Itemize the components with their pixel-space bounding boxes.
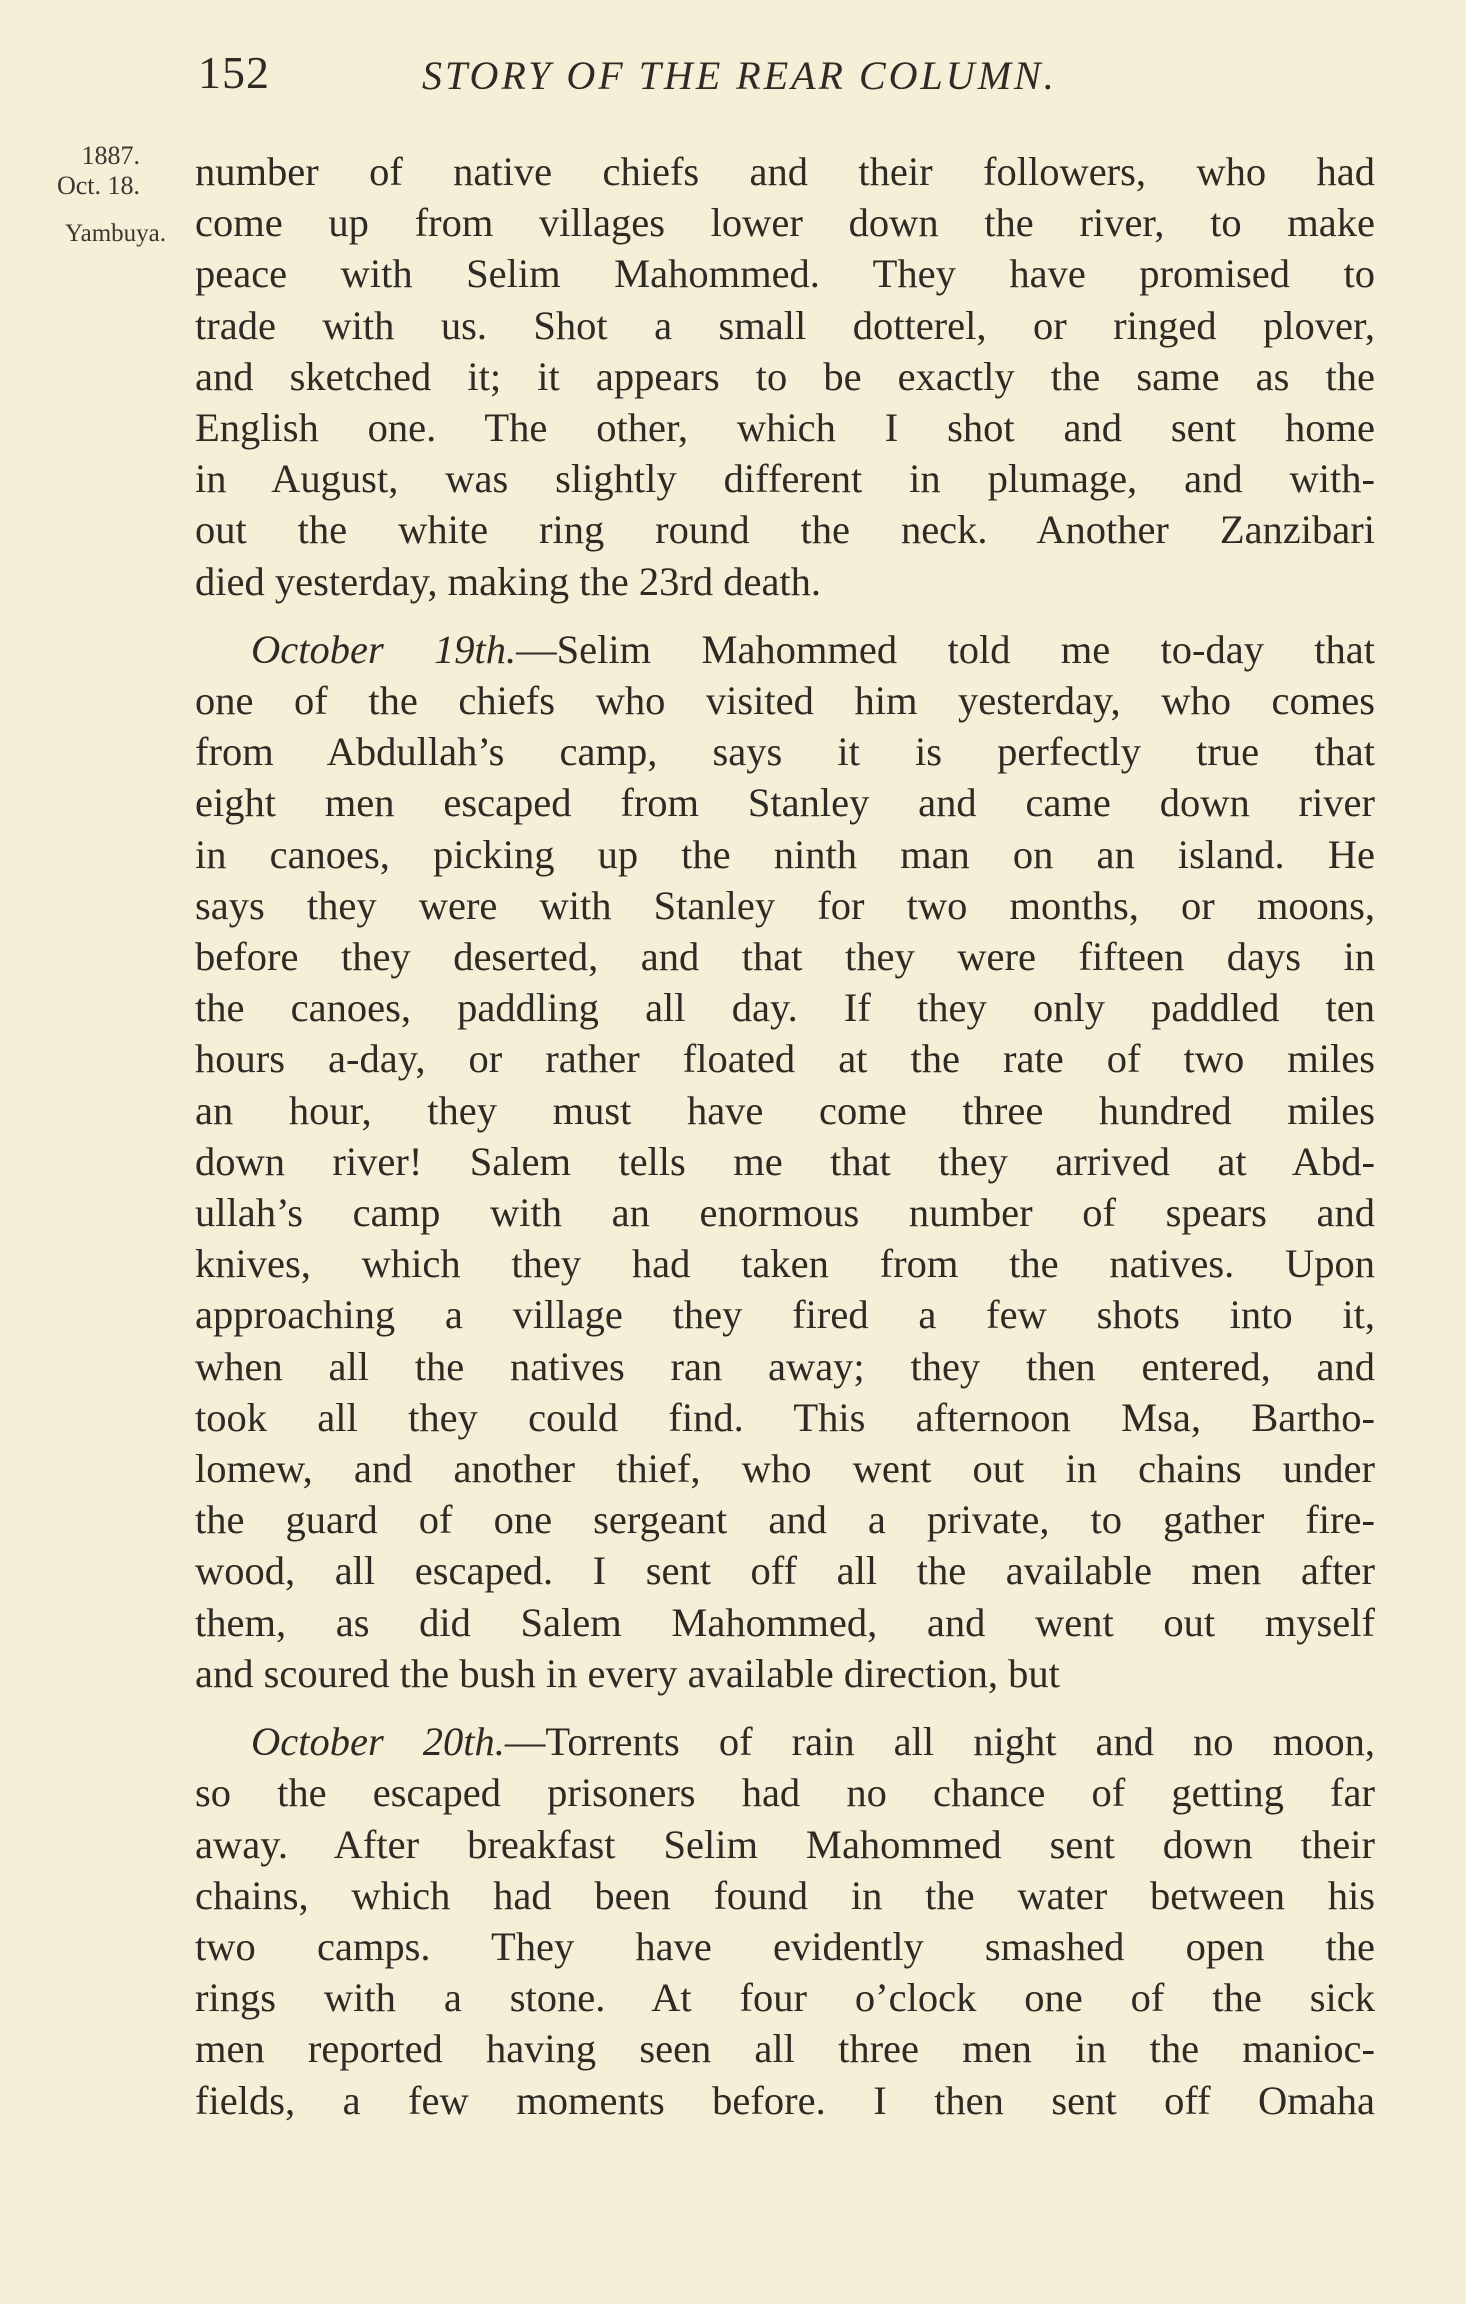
- text-line: so the escaped prisoners had no chance of getting far: [195, 1770, 1375, 1816]
- text-line: wood, all escaped. I sent off all the available men after: [195, 1548, 1375, 1594]
- text-line: knives, which they had taken from the natives. Upon: [195, 1241, 1375, 1287]
- text-line: out the white ring round the neck. Another Zanzibari: [195, 507, 1375, 553]
- text-line: peace with Selim Mahommed. They have promised to: [195, 251, 1375, 297]
- text-line: before they deserted, and that they were fifteen days in: [195, 934, 1375, 980]
- page-number: 152: [198, 47, 270, 98]
- text-line: away. After breakfast Selim Mahommed sent down their: [195, 1821, 1375, 1867]
- margin-date: Oct. 18.: [56, 171, 140, 200]
- text-line: two camps. They have evidently smashed open the: [195, 1923, 1375, 1969]
- text-line-rest: —Torrents of rain all night and no moon,: [504, 1719, 1375, 1765]
- margin-year: 1887.: [81, 141, 140, 170]
- text-line: eight men escaped from Stanley and came down river: [195, 780, 1375, 826]
- text-line: down river! Salem tells me that they arrived at Abd-: [195, 1138, 1375, 1184]
- text-line: them, as did Salem Mahommed, and went out myself: [195, 1599, 1375, 1645]
- text-line: [195, 1716, 1375, 1767]
- text-line: an hour, they must have come three hundred miles: [195, 1087, 1375, 1133]
- entry-date-heading: October 20th.: [251, 1719, 505, 1765]
- text-line: took all they could find. This afternoon Msa, Bartho-: [195, 1394, 1375, 1440]
- text-line: rings with a stone. At four o’clock one of the sick: [195, 1975, 1375, 2021]
- paragraph-oct-19: [195, 624, 1375, 1699]
- running-title: STORY OF THE REAR COLUMN.: [422, 53, 1057, 98]
- text-line: number of native chiefs and their followers, who had: [195, 149, 1375, 194]
- text-line: men reported having seen all three men in the manioc-: [195, 2026, 1375, 2072]
- text-line: [195, 624, 1375, 675]
- text-line: in August, was slightly different in plumage, and with-: [195, 456, 1375, 502]
- paragraph-oct-18: [195, 146, 1375, 607]
- paragraph-oct-20: [195, 1716, 1375, 2126]
- text-line: trade with us. Shot a small dotterel, or ringed plover,: [195, 302, 1375, 348]
- text-line: lomew, and another thief, who went out in chains under: [195, 1446, 1375, 1492]
- entry-date-heading: October 19th.: [251, 626, 517, 672]
- text-line: hours a-day, or rather floated at the rate of two miles: [195, 1036, 1375, 1082]
- text-line: ullah’s camp with an enormous number of spears and: [195, 1190, 1375, 1236]
- text-line: died yesterday, making the 23rd death.: [195, 558, 822, 604]
- text-line: in canoes, picking up the ninth man on an island. He: [195, 831, 1375, 877]
- text-line: says they were with Stanley for two months, or moons,: [195, 882, 1375, 928]
- text-line: approaching a village they fired a few shots into it,: [195, 1292, 1375, 1338]
- text-line: from Abdullah’s camp, says it is perfectly true that: [195, 729, 1375, 775]
- text-line: and scoured the bush in every available direction, but: [195, 1650, 1060, 1696]
- text-line: come up from villages lower down the river, to make: [195, 200, 1375, 246]
- text-line: the guard of one sergeant and a private, to gather fire-: [195, 1497, 1375, 1543]
- text-line: English one. The other, which I shot and sent home: [195, 405, 1375, 451]
- body-text: [195, 146, 1375, 2126]
- text-line: chains, which had been found in the water between his: [195, 1872, 1375, 1918]
- text-line: fields, a few moments before. I then sent off Omaha: [195, 2077, 1375, 2123]
- text-line: one of the chiefs who visited him yesterday, who comes: [195, 678, 1375, 724]
- text-line-rest: —Selim Mahommed told me to-day that: [516, 626, 1376, 672]
- text-line: when all the natives ran away; they then entered, and: [195, 1343, 1375, 1389]
- margin-place: Yambuya.: [65, 220, 166, 247]
- text-line: and sketched it; it appears to be exactly the same as the: [195, 353, 1375, 399]
- text-line: the canoes, paddling all day. If they only paddled ten: [195, 985, 1375, 1031]
